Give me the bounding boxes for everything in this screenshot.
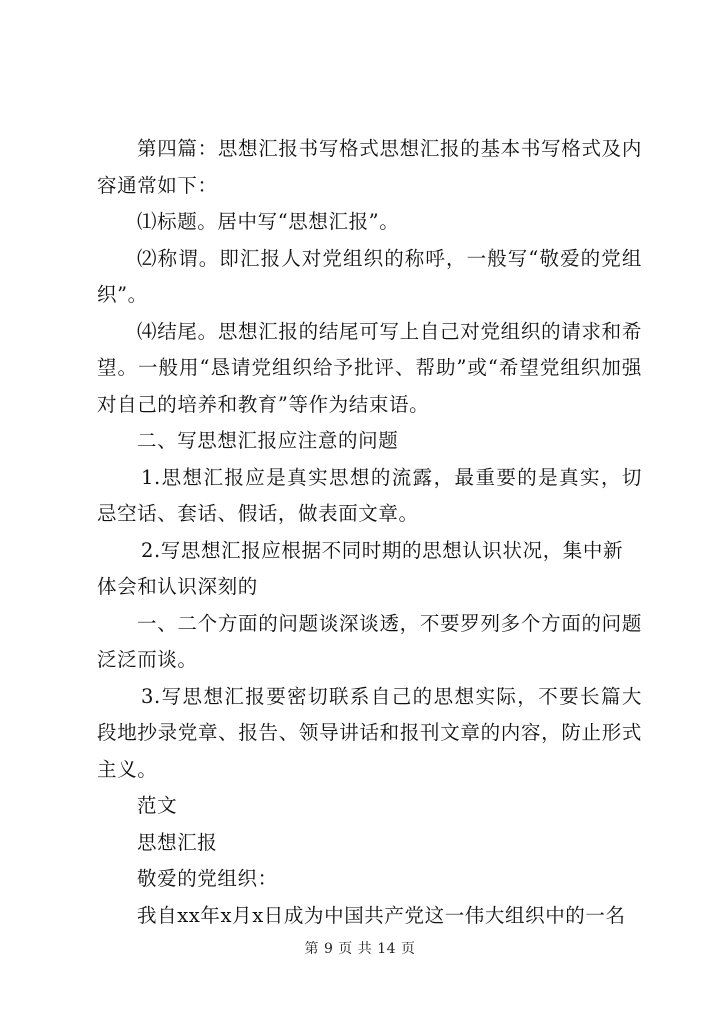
paragraph-sample-body: 我自xx年x月x日成为中国共产党这一伟大组织中的一名 <box>137 903 626 927</box>
paragraph-point-two-continued: 一、二个方面的问题谈深谈透，不要罗列多个方面的问题泛泛而谈。 <box>97 611 642 671</box>
paragraph-section-two-heading: 二、写思想汇报应注意的问题 <box>137 429 399 452</box>
page-number-footer: 第 9 页 共 14 页 <box>304 941 416 957</box>
paragraph-ending-rule: ⑷结尾。思想汇报的结尾可写上自己对党组织的请求和希望。一般用“恳请党组织给予批评、帮助”或“希望党组织加强对自己的培养和教育”等作为结束语。 <box>97 319 642 416</box>
paragraph-sample-label: 范文 <box>137 794 178 817</box>
document-body <box>97 131 642 934</box>
paragraph-title-rule: ⑴标题。居中写“思想汇报”。 <box>137 210 400 233</box>
paragraph-point-three: 3.写思想汇报要密切联系自己的思想实际，不要长篇大段地抄录党章、报告、领导讲话和报刊文章的内容，防止形式主义。 <box>97 684 642 781</box>
paragraph-point-one: 1.思想汇报应是真实思想的流露，最重要的是真实，切忌空话、套话、假话，做表面文章。 <box>97 465 642 525</box>
paragraph-salutation-rule: ⑵称谓。即汇报人对党组织的称呼，一般写“敬爱的党组织”。 <box>97 246 642 306</box>
paragraph-heading: 第四篇：思想汇报书写格式思想汇报的基本书写格式及内容通常如下： <box>97 137 642 197</box>
paragraph-sample-title: 思想汇报 <box>137 830 218 854</box>
paragraph-sample-salutation: 敬爱的党组织： <box>137 867 278 890</box>
paragraph-point-two: 2.写思想汇报应根据不同时期的思想认识状况，集中新体会和认识深刻的 <box>97 538 624 598</box>
